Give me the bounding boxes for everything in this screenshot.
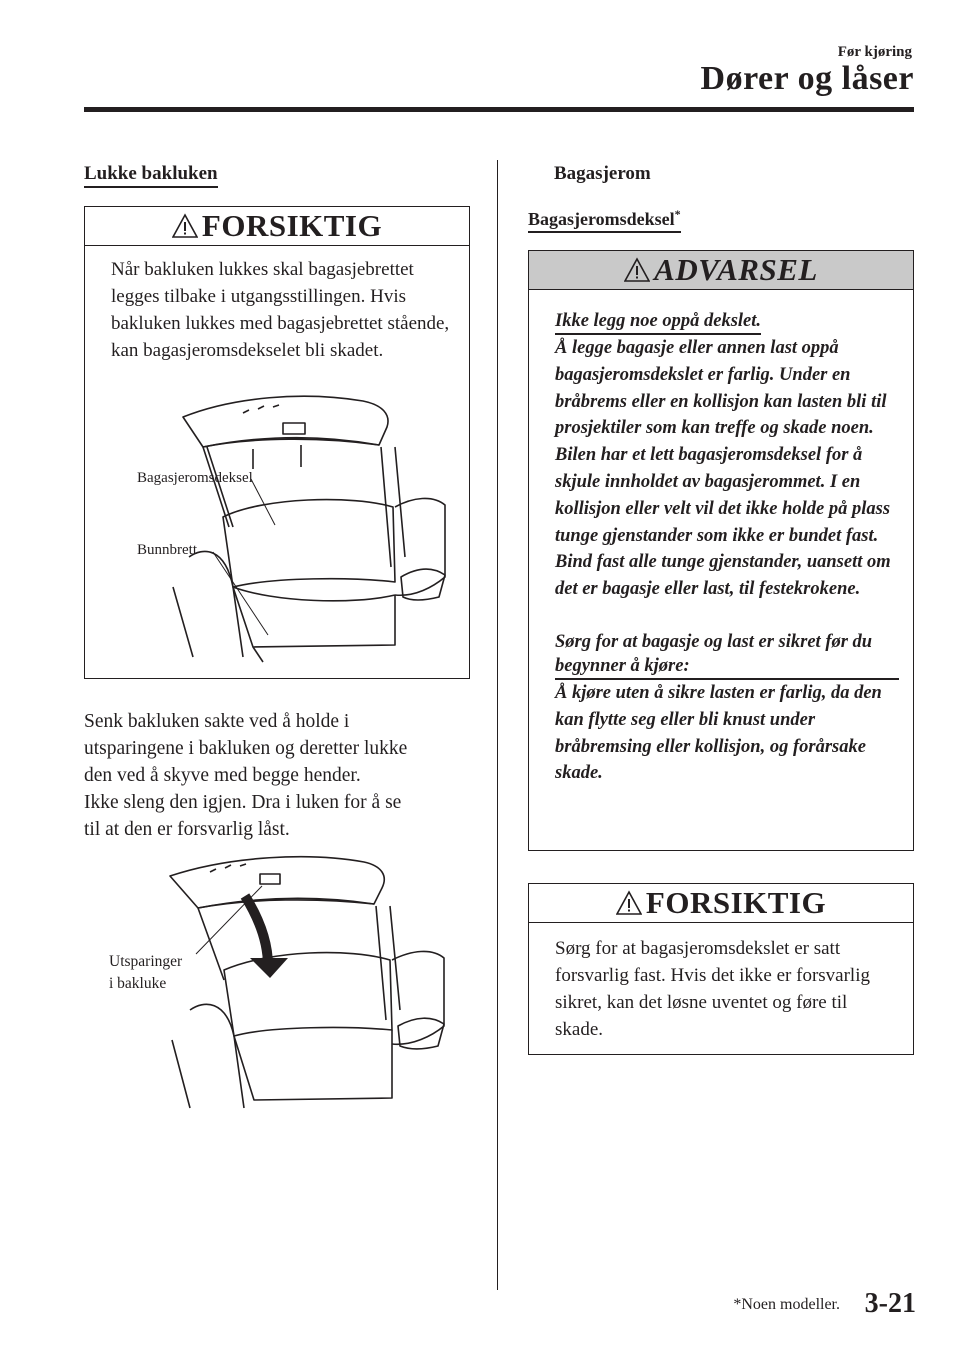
warning-triangle-icon <box>624 257 650 283</box>
warning-triangle-icon <box>616 890 642 916</box>
page-number: 3-21 <box>864 1288 916 1319</box>
section-label: Før kjøring <box>837 44 912 60</box>
column-divider <box>497 160 498 1290</box>
liftgate-closing-illustration-2 <box>150 850 480 1110</box>
section-heading-close-liftgate: Lukke bakluken <box>84 163 218 185</box>
warning-header: ADVARSEL <box>529 251 913 290</box>
label-liftgate-recesses: Utsparinger i bakluke <box>109 953 183 992</box>
footnote: *Noen modeller. <box>733 1296 840 1313</box>
caution-text: Sørg for at bagasjeromsdekslet er satt forsvarlig fast. Hvis det ikke er forsvarlig sikret, kan det løsne uventet og føre til skade. <box>555 938 870 1040</box>
subheading-cargo-cover: Bagasjeromsdeksel* <box>528 207 681 230</box>
header-rule <box>84 107 914 112</box>
closing-instructions: Senk bakluken sakte ved å holde i utsparingene i bakluken og deretter lukke den ved å skyve med begge hender. Ikke sleng den igjen. Dra i luken for å se til at den er forsvarlig låst. <box>84 711 408 840</box>
warning-box <box>528 250 914 851</box>
label-cargo-cover: Bagasjeromsdeksel <box>137 470 253 486</box>
warning-triangle-icon <box>172 213 198 239</box>
section-heading-cargo: Bagasjerom <box>554 163 651 184</box>
label-floor-board: Bunnbrett <box>137 542 197 558</box>
caution-header: FORSIKTIG <box>85 207 469 246</box>
caution-header: FORSIKTIG <box>529 884 913 923</box>
page-title: Dører og låser <box>700 60 914 97</box>
caution-box-right <box>528 883 914 1055</box>
caution-box-left <box>84 206 470 679</box>
warning-text: Ikke legg noe oppå dekslet. Å legge bagasje eller annen last oppå bagasjeromsdekslet er farlig. Under en bråbrems eller en kollisjon kan lasten bli til prosjektiler som kan treffe og skade noen. Bilen har et lett bagasjeromsdeksel for å skjule innholdet av bagasjerommet. I en kollisjon eller velt vil det ikke holde på plass tunge gjenstander som ikke er bundet fast. Bind fast alle tunge gjenstander, uansett om det er bagasje eller last, til festekrokene. Sørg for at bagasje og last er sikret før du begynner å kjøre: Å kjøre uten å sikre lasten er farlig, da den kan flytte seg eller bli knust under bråbremsing eller kollisjon, og forårsake skade. <box>529 290 913 787</box>
caution-text: Når bakluken lukkes skal bagasjebrettet legges tilbake i utgangsstillingen. Hvis bakluken lukkes med bagasjebrettet stående, kan bagasjeromsdekselet bli skadet. <box>111 259 450 361</box>
liftgate-open-illustration-1 <box>133 387 463 667</box>
